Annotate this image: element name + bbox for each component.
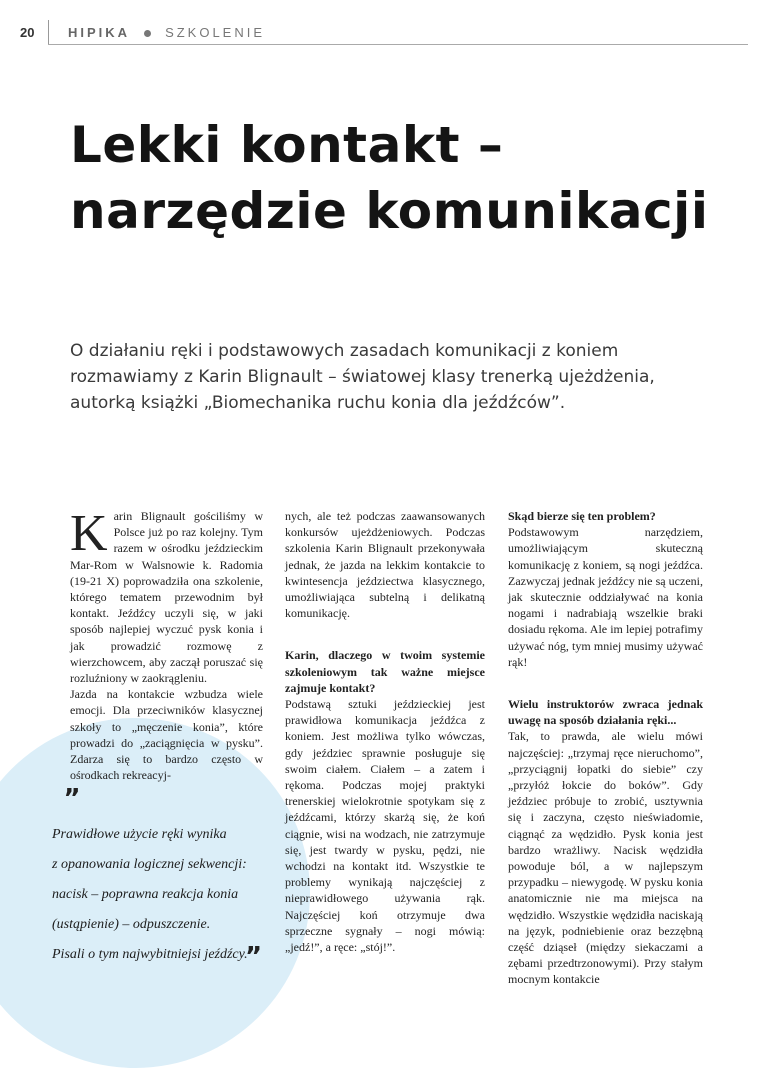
article-title: [70, 112, 750, 244]
column-1: [70, 505, 263, 783]
header-rule: [48, 44, 748, 45]
col3-paragraph-1: Podstawowym narzędziem, umożliwiającym skuteczną komunikację z koniem, są nogi jeźdźca. Zazwyczaj jednak jeźdźcy nie są uczeni, jak skutecznie oddziaływać na konia nogami i nadrabiają wszelkie braki dosiadu rękoma. Ale im lepiej potrafimy używać nóg, tym mniej musimy używać rąk!: [508, 525, 703, 669]
bullet-icon: [144, 30, 151, 37]
col2-paragraph-1: nych, ale też podczas zaawansowanych konkursów ujeżdżeniowych. Podczas szkolenia Karin Blignault przekonywała jednak, że jazda na lekkim kontakcie to kwintesencja jeździectwa klasycznego, umożliwiająca subtelną i delikatną komunikację.: [285, 509, 485, 621]
column-2: [285, 508, 485, 955]
page-header: [0, 0, 768, 44]
pullquote-line-1: Prawidłowe użycie ręki wynika: [52, 827, 227, 842]
pullquote-line-5: Pisali o tym najwybitniejsi jeźdźcy.: [52, 947, 248, 962]
drop-cap: K: [70, 505, 108, 562]
article-lead: O działaniu ręki i podstawowych zasadach komunikacji z koniem rozmawiamy z Karin Blignault – światowej klasy trenerką ujeżdżenia, autorką książki „Biomechanika ruchu konia dla jeźdźców”.: [70, 341, 655, 413]
col1-paragraph-1: arin Blignault gościliśmy w Polsce już po raz kolejny. Tym razem w ośrodku jeździeckim Mar-Rom w Walsnowie k. Radomia (19-21 X) poprowadziła ona szkolenie, którego tematem przewodnim był kontakt. Jeźdźcy uczyli się, w jaki sposób najlepiej wyczuć pysk konia i jak prowadzić rozmowę z wierzchowcem, aby zaczął poruszać się rozluźniony w zaokrągleniu.: [70, 509, 263, 686]
col2-paragraph-2: Podstawą sztuki jeździeckiej jest prawidłowa komunikacja jeźdźca z koniem. Jest możliwa tylko wówczas, gdy jeździec sprawnie posługuje się swoim ciałem. Ciałem – a zatem i rękoma. Podczas mojej praktyki trenerskiej wielokrotnie spotykam się z jeźdźcami, którzy skarżą się, że koń ciągnie, wisi na wodzach, nie zatrzymuje się, jest twardy w pysku, pędzi, nie wchodzi na kontakt itd. Wszystkie te problemy wynikają najczęściej z nieprawidłowego używania rąk. Najczęściej koń otrzymuje dwa sprzeczne sygnały – nogi mówią: „jedź!”, a ręce: „stój!”.: [285, 697, 485, 955]
section-name: SZKOLENIE: [165, 25, 266, 40]
section-label: [68, 25, 265, 40]
pullquote-line-2: z opanowania logicznej sekwencji:: [52, 857, 247, 872]
interview-question-2: Skąd bierze się ten problem?: [508, 509, 656, 523]
close-quote-icon: ”: [245, 942, 263, 972]
column-3: [508, 508, 703, 988]
open-quote-icon: „: [64, 770, 82, 800]
magazine-name: HIPIKA: [68, 25, 131, 40]
interview-question-1: Karin, dlaczego w twoim systemie szkoleniowym tak ważne miejsce zajmuje kontakt?: [285, 648, 485, 695]
page-number: 20: [20, 25, 35, 40]
pullquote-line-3: nacisk – poprawna reakcja konia: [52, 887, 239, 902]
title-line-2: narzędzie komunikacji: [70, 182, 709, 240]
pullquote-line-4: (ustąpienie) – odpuszczenie.: [52, 917, 211, 932]
col1-paragraph-2: Jazda na kontakcie wzbudza wiele emocji. Dla przeciwników klasycznej szkoły to „męczenie konia”, które prowadzi do „zaciągnięcia w pysku”. Zdarza się to bardzo często w ośrodkach rekreacyj-: [70, 687, 263, 783]
header-divider: [48, 20, 49, 44]
title-line-1: Lekki kontakt –: [70, 116, 504, 174]
interview-question-3: Wielu instruktorów zwraca jednak uwagę na sposób działania ręki...: [508, 697, 703, 728]
col3-paragraph-2: Tak, to prawda, ale wielu mówi najczęściej: „trzymaj ręce nieruchomo”, „przyciągnij łopatki do siebie” czy „przyłóż łokcie do boków”. Gdy jeździec próbuje to zrobić, usztywnia się i zaczyna, często nieświadomie, ciągnąć za wędzidło. Pysk konia jest bardzo wrażliwy. Nacisk wędzidła powoduje ból, a w najlepszym przypadku – niewygodę. W pysku konia anatomicznie nie ma miejsca na wędzidło. Wszystkie wędzidła naciskają na język, podniebienie oraz bezzębną część dziąseł (między siekaczami a zębami przedtrzonowymi). Przy stałym mocnym kontakcie: [508, 729, 703, 987]
